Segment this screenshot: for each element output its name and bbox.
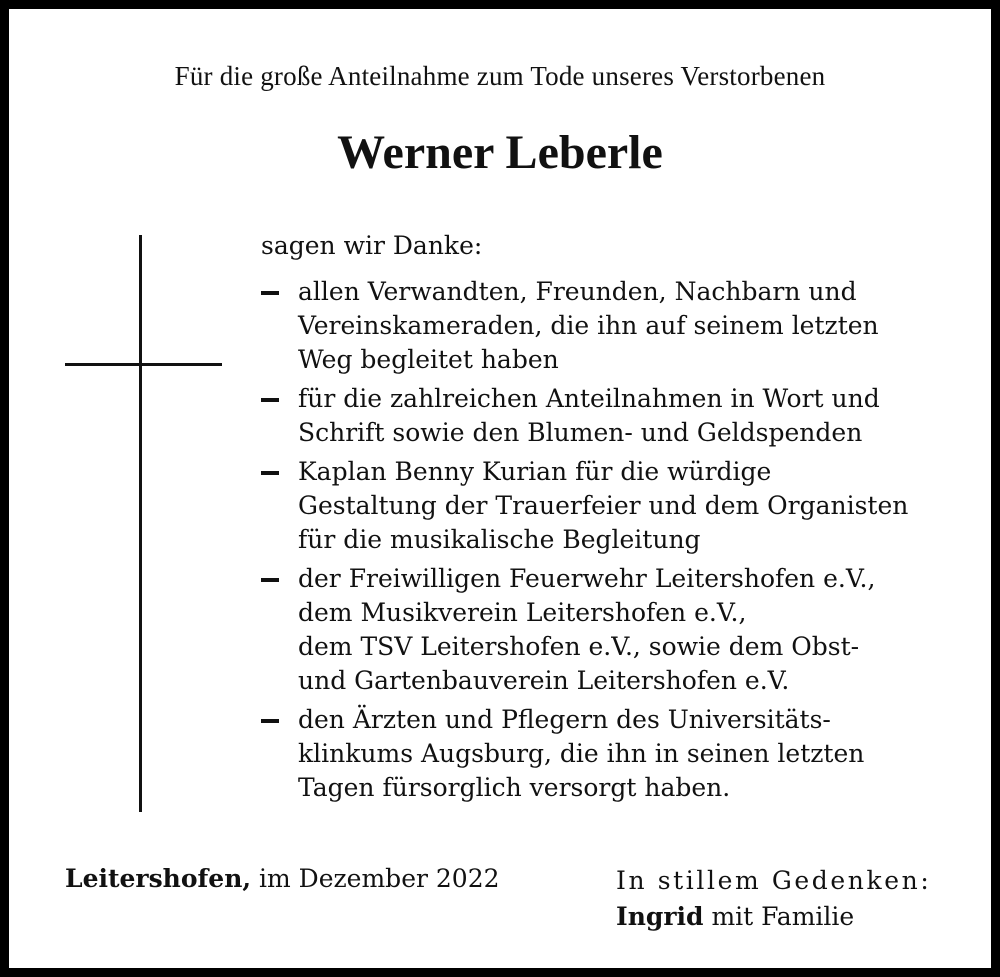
- thanks-list: [261, 275, 981, 810]
- dash-bullet: [261, 398, 279, 402]
- item-line: Vereinskameraden, die ihn auf seinem letzten: [298, 311, 879, 340]
- list-item: [261, 275, 981, 377]
- item-line: dem TSV Leitershofen e.V., sowie dem Obst-: [298, 632, 860, 661]
- item-line: und Gartenbauverein Leitershofen e.V.: [298, 666, 790, 695]
- item-line: Tagen fürsorglich versorgt haben.: [298, 773, 731, 802]
- intro-text: Für die große Anteilnahme zum Tode unseres Verstorbenen: [174, 61, 826, 91]
- list-item: [261, 382, 981, 450]
- list-item: [261, 455, 981, 557]
- deceased-name: Werner Leberle: [337, 126, 663, 179]
- signature-block: [616, 863, 931, 935]
- signer-family: mit Familie: [703, 902, 855, 931]
- dash-bullet: [261, 291, 279, 295]
- item-line: für die musikalische Begleitung: [298, 525, 701, 554]
- item-line: der Freiwilligen Feuerwehr Leitershofen e.V.,: [298, 564, 876, 593]
- place-name: Leitershofen,: [65, 864, 252, 893]
- cross-vertical-bar: [139, 235, 142, 812]
- item-line: Gestaltung der Trauerfeier und dem Organisten: [298, 491, 909, 520]
- item-line: allen Verwandten, Freunden, Nachbarn und: [298, 277, 857, 306]
- dash-bullet: [261, 471, 279, 475]
- thanks-intro: sagen wir Danke:: [261, 231, 483, 260]
- dash-bullet: [261, 578, 279, 582]
- item-line: für die zahlreichen Anteilnahmen in Wort und: [298, 384, 880, 413]
- memorial-text: In stillem Gedenken:: [616, 866, 932, 895]
- place-date: [65, 861, 500, 897]
- date-text: im Dezember 2022: [251, 864, 500, 893]
- list-item: [261, 703, 981, 805]
- dash-bullet: [261, 719, 279, 723]
- item-line: Schrift sowie den Blumen- und Geldspenden: [298, 418, 863, 447]
- item-line: klinkums Augsburg, die ihn in seinen letzten: [298, 739, 865, 768]
- item-line: Kaplan Benny Kurian für die würdige: [298, 457, 772, 486]
- item-line: Weg begleitet haben: [298, 345, 559, 374]
- signer-name: Ingrid: [616, 902, 704, 931]
- list-item: [261, 562, 981, 698]
- item-line: den Ärzten und Pflegern des Universitäts-: [298, 705, 831, 734]
- cross-horizontal-bar: [65, 363, 222, 366]
- signer: [616, 902, 854, 931]
- item-line: dem Musikverein Leitershofen e.V.,: [298, 598, 747, 627]
